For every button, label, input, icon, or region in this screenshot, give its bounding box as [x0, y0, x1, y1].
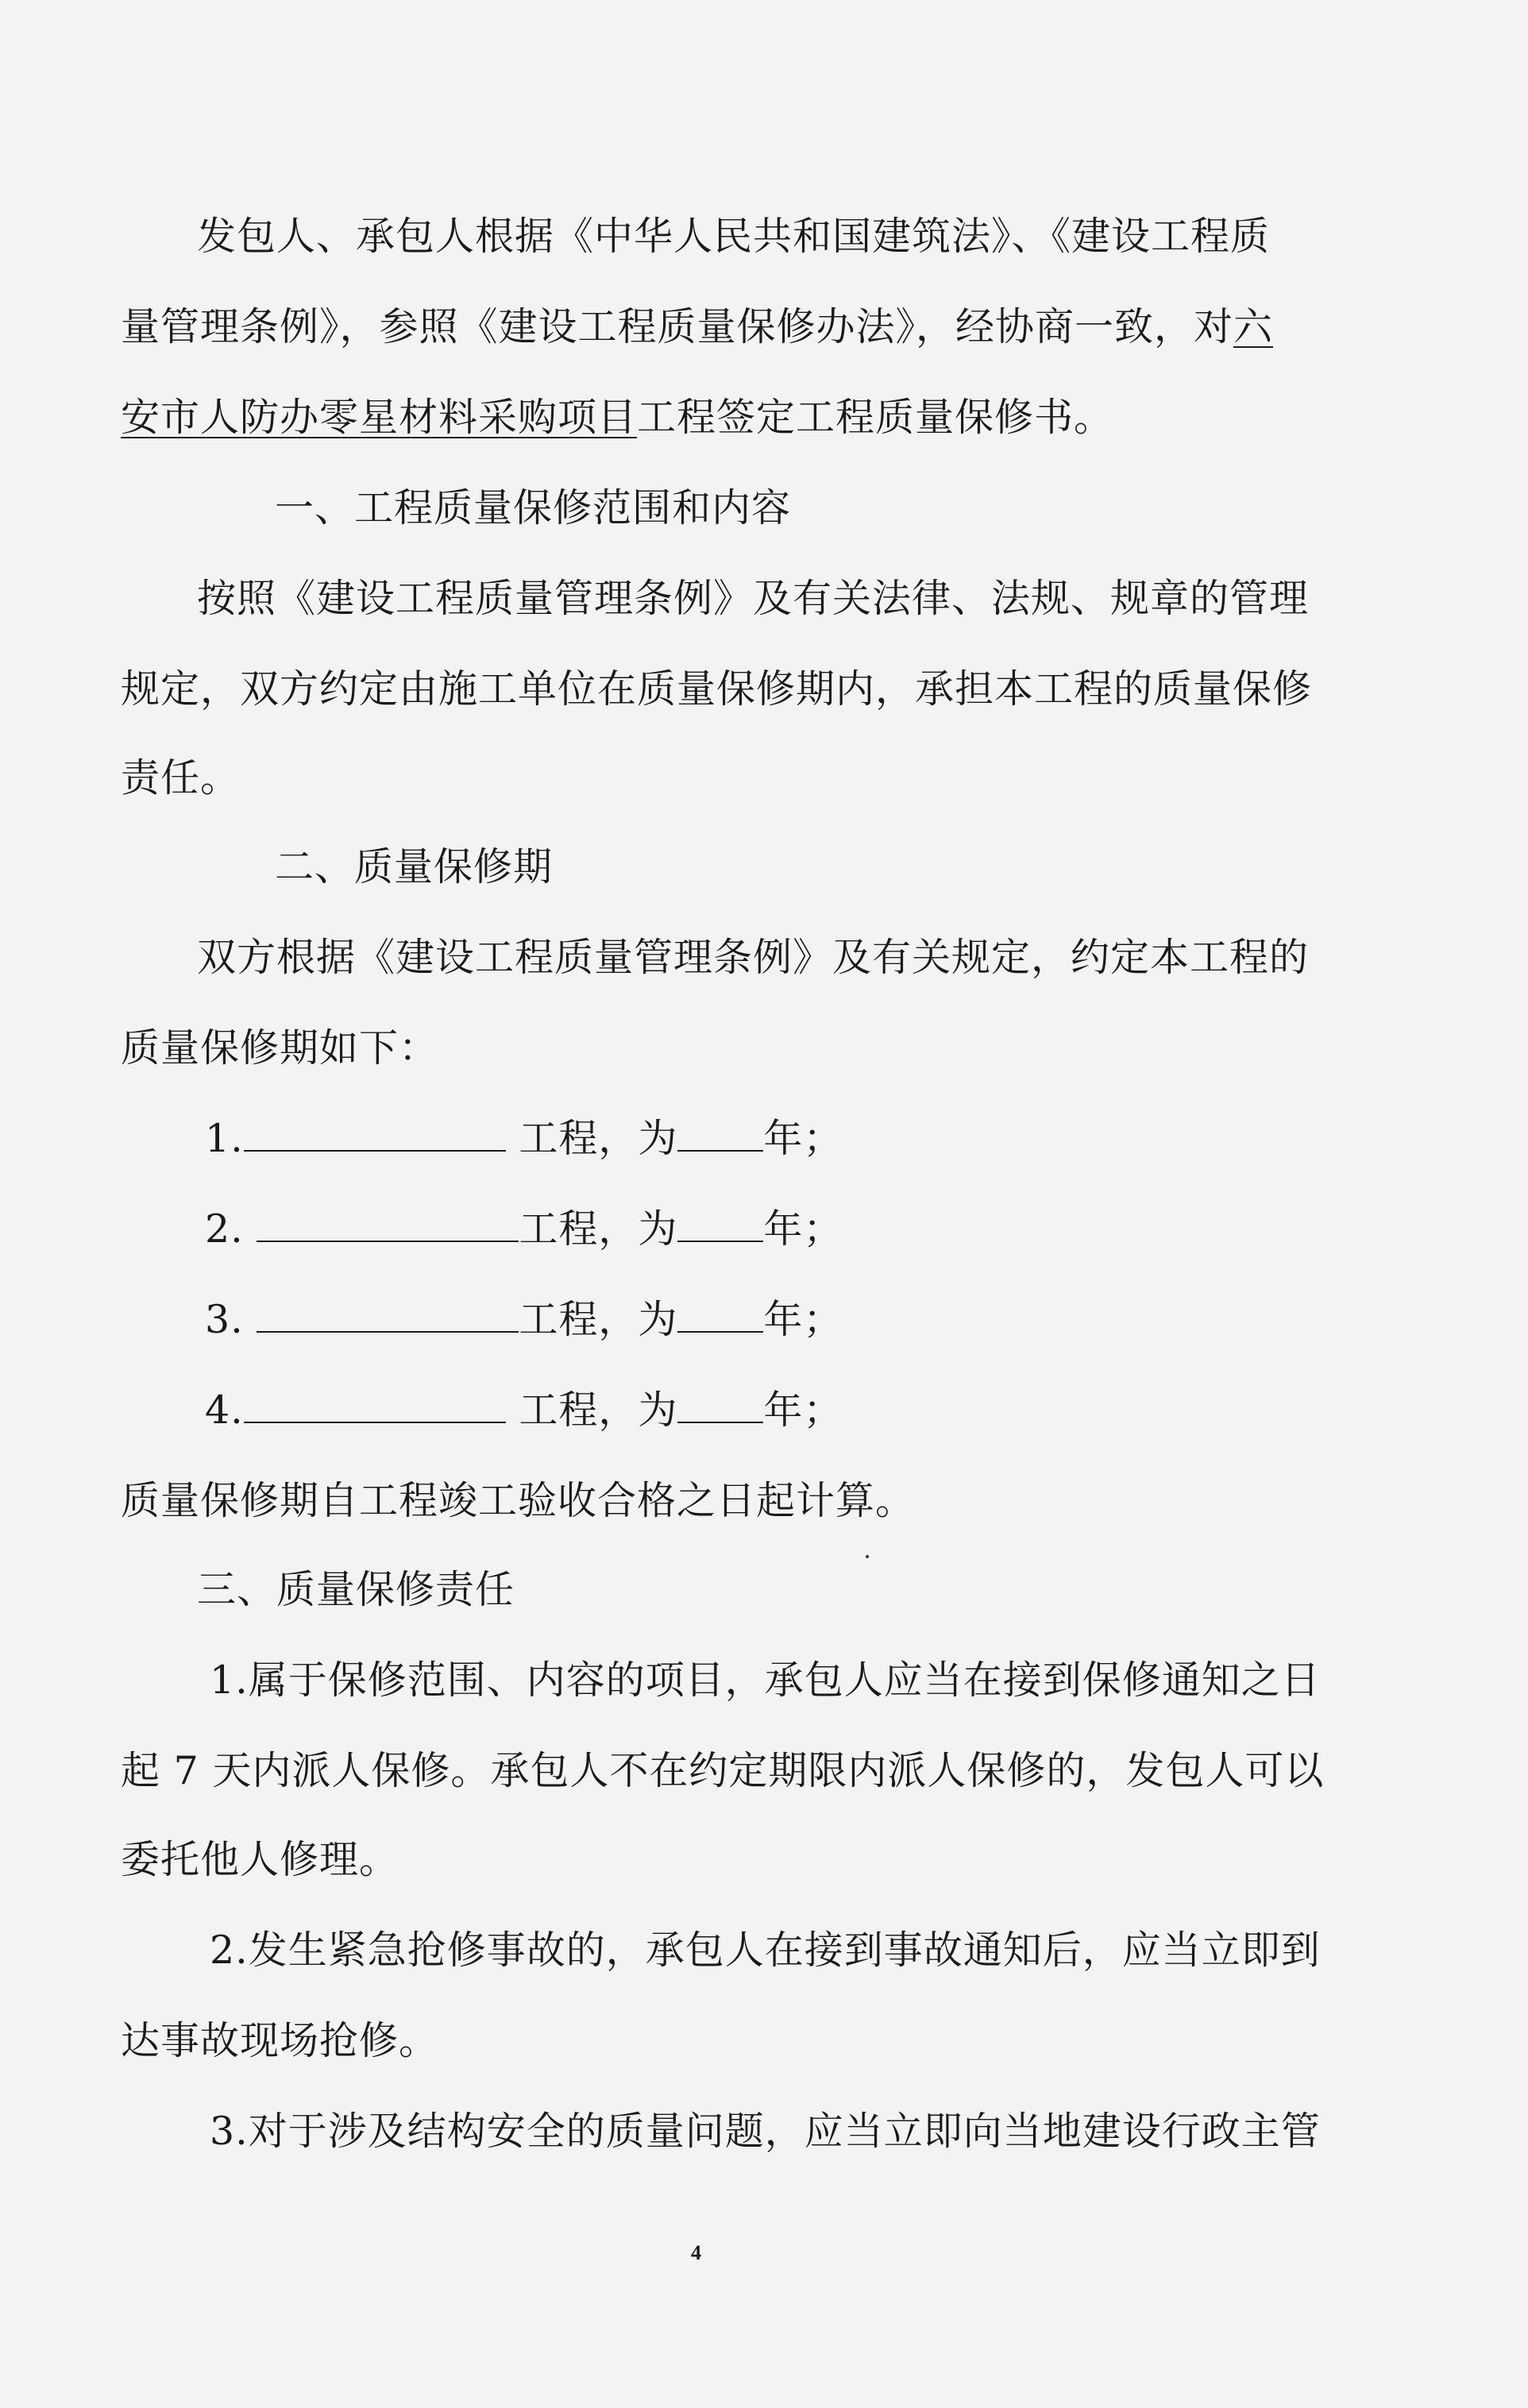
years-blank[interactable] — [677, 1118, 763, 1152]
item-end: 年； — [763, 1116, 843, 1161]
intro-line-1: 发包人、承包人根据《中华人民共和国建筑法》、《建设工程质 — [197, 214, 1271, 259]
intro-line-2-text: 量管理条例》，参照《建设工程质量保修办法》，经协商一致，对 — [121, 304, 1234, 349]
page-number: 4 — [691, 2241, 701, 2264]
item-end: 年； — [763, 1297, 843, 1342]
section-2-heading: 二、质量保修期 — [275, 844, 554, 889]
section-3-item-2-line-2: 达事故现场抢修。 — [121, 2018, 439, 2063]
section-3-item-3-line-1: 3.对于涉及结构安全的质量问题，应当立即向当地建设行政主管 — [210, 2109, 1321, 2154]
item-text: 工程，为 — [519, 1297, 678, 1342]
project-name-part-2: 安市人防办零星材料采购项目 — [121, 395, 638, 440]
years-blank[interactable] — [677, 1390, 763, 1423]
project-blank[interactable] — [244, 1118, 506, 1152]
section-3-item-1-line-2: 起 7 天内派人保修。承包人不在约定期限内派人保修的，发包人可以 — [121, 1748, 1325, 1793]
warranty-item — [205, 1296, 843, 1344]
item-text: 工程，为 — [519, 1387, 678, 1433]
project-blank[interactable] — [244, 1390, 506, 1423]
item-number: 4. — [205, 1387, 244, 1433]
item-text: 工程，为 — [519, 1206, 678, 1252]
section-2-para-line-1: 双方根据《建设工程质量管理条例》及有关规定，约定本工程的 — [197, 935, 1310, 980]
project-blank[interactable] — [257, 1209, 519, 1242]
item-number: 3. — [205, 1297, 244, 1342]
section-1-para-line-1: 按照《建设工程质量管理条例》及有关法律、法规、规章的管理 — [197, 576, 1310, 621]
scan-speck — [866, 1555, 869, 1558]
project-blank[interactable] — [257, 1299, 519, 1333]
section-3-heading: 三、质量保修责任 — [197, 1567, 515, 1612]
item-end: 年； — [763, 1387, 843, 1433]
intro-line-3-text: 工程签定工程质量保修书。 — [637, 395, 1114, 440]
warranty-item — [205, 1115, 843, 1163]
section-3-item-2-line-1: 2.发生紧急抢修事故的，承包人在接到事故通知后，应当立即到 — [210, 1928, 1321, 1973]
section-2-para-line-2: 质量保修期如下： — [121, 1025, 439, 1071]
item-text: 工程，为 — [519, 1116, 678, 1161]
item-end: 年； — [763, 1206, 843, 1252]
item-number: 2. — [205, 1206, 244, 1252]
years-blank[interactable] — [677, 1209, 763, 1242]
section-1-para-line-3: 责任。 — [121, 755, 241, 801]
warranty-item — [205, 1206, 843, 1253]
section-3-item-1-line-1: 1.属于保修范围、内容的项目，承包人应当在接到保修通知之日 — [210, 1657, 1321, 1703]
intro-line-3 — [121, 394, 1113, 442]
item-number: 1. — [205, 1116, 244, 1161]
section-1-heading: 一、工程质量保修范围和内容 — [275, 485, 792, 531]
section-3-item-1-line-3: 委托他人修理。 — [121, 1837, 399, 1882]
project-name-part-1: 六 — [1233, 304, 1274, 349]
years-blank[interactable] — [677, 1299, 763, 1333]
section-1-para-line-2: 规定，双方约定由施工单位在质量保修期内，承担本工程的质量保修 — [121, 666, 1313, 712]
intro-line-2 — [121, 303, 1273, 351]
warranty-period-note: 质量保修期自工程竣工验收合格之日起计算。 — [121, 1478, 916, 1523]
warranty-item — [205, 1387, 843, 1434]
